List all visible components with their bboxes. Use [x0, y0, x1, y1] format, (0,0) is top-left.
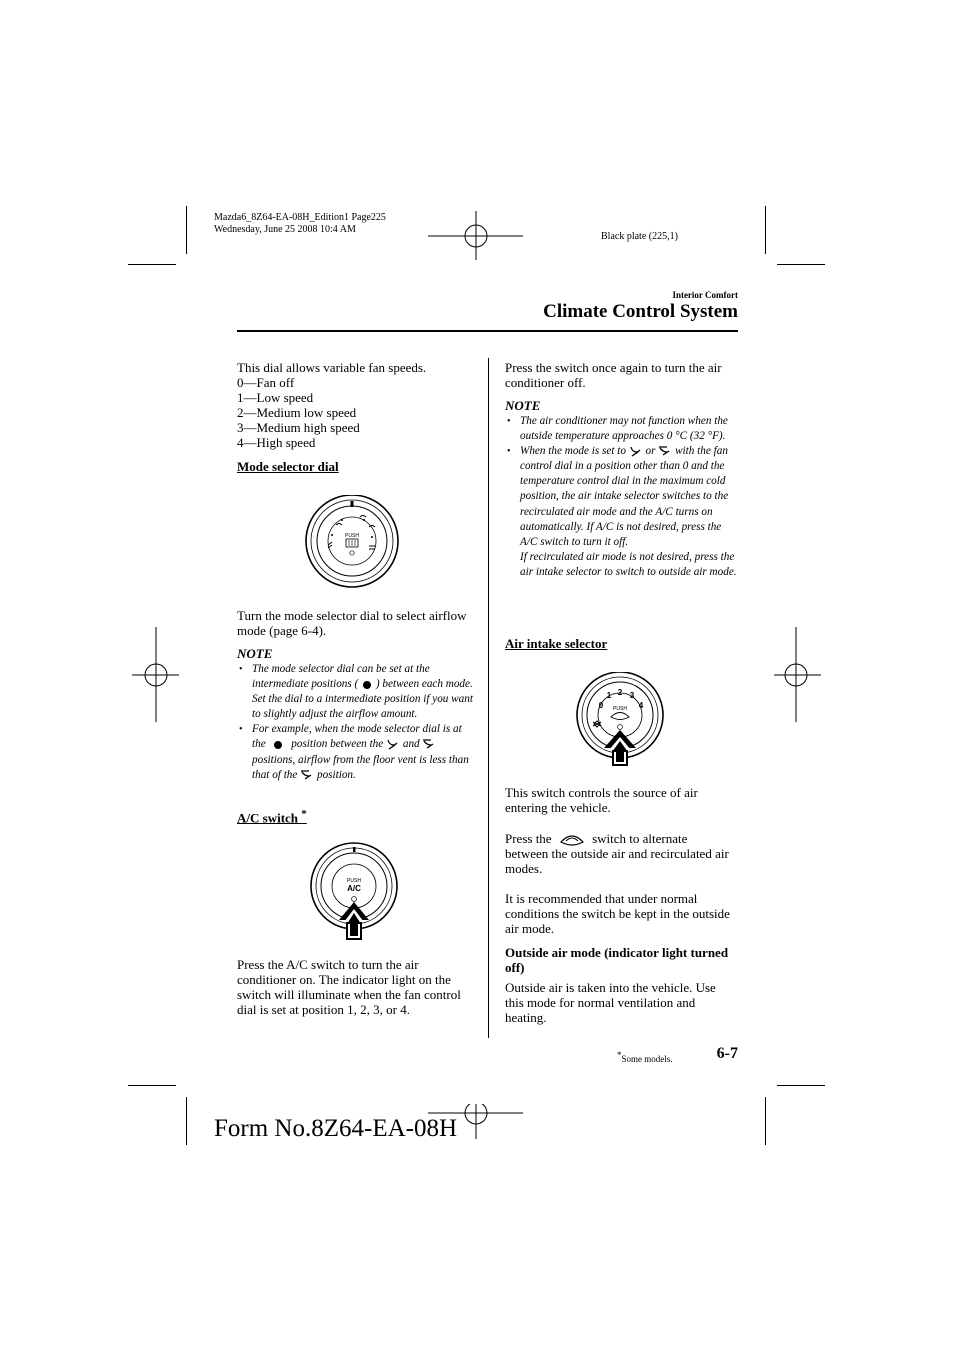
registration-mark-right — [774, 627, 822, 723]
floor-windshield-mode-icon — [658, 446, 672, 457]
ac-push-label: PUSH — [347, 878, 361, 884]
right-note2-c: with the fan control dial in a position other than 0 and the temperature control dial in the maximum cold position, the air intake selector switches to the recirculated air mode and the A/C turns on automatically. If A/C is not desired, press the A/C switch to turn it off. — [520, 445, 729, 548]
column-divider — [488, 358, 489, 1038]
intake-push-label: PUSH — [613, 706, 627, 712]
floor-windshield-mode-icon — [422, 739, 436, 750]
dot-icon — [363, 681, 371, 689]
registration-mark-left — [132, 627, 180, 723]
left-note-list — [237, 662, 473, 783]
title-rule — [237, 330, 738, 332]
mode-selector-dial-illustration — [302, 495, 402, 591]
fan-speed-intro — [237, 360, 477, 450]
print-info-line2: Wednesday, June 25 2008 10:4 AM — [214, 224, 356, 235]
floor-mode-icon — [386, 739, 400, 750]
registration-mark-top — [428, 210, 524, 260]
mode-dial-push-label: PUSH — [345, 533, 359, 539]
ac-switch-heading — [237, 808, 307, 826]
fan-number-1: 1 — [606, 691, 612, 700]
speed-3: 3—Medium high speed — [237, 420, 360, 435]
left-note2-a: For example, when the mode selector dial is at the — [252, 723, 462, 751]
dot-icon — [274, 741, 282, 749]
footer-star: * — [617, 1050, 622, 1060]
left-note-label: NOTE — [237, 646, 273, 661]
left-note-item-2 — [237, 722, 473, 782]
left-note1-text-b: ) between each mode. Set the dial to a intermediate position if you want to slightly adjust the airflow amount. — [252, 678, 473, 721]
page-title: Climate Control System — [543, 301, 738, 322]
intake-text-2b: switch to alternate between the outside air and recirculated air modes. — [505, 831, 729, 877]
form-number: Form No.8Z64-EA-08H — [214, 1115, 458, 1142]
some-models-note — [617, 1050, 673, 1064]
floor-mode-icon — [629, 446, 643, 457]
right-note-item-2 — [505, 444, 739, 580]
fan-number-2: 2 — [617, 688, 623, 697]
intake-text-3: It is recommended that under normal conditions the switch be kept in the outside air mode. — [505, 891, 730, 936]
right-note2-d: If recirculated air mode is not desired, press the air intake selector to switch to outside air mode. — [520, 550, 737, 578]
recirculated-air-icon — [559, 834, 585, 846]
left-note2-c: and — [402, 738, 420, 751]
section-label: Interior Comfort — [672, 290, 738, 300]
mode-selector-text: Turn the mode selector dial to select airflow mode (page 6-4). — [237, 608, 467, 638]
ac-switch-star: * — [301, 808, 307, 820]
air-intake-selector-illustration — [574, 672, 668, 768]
left-note-item-1 — [237, 662, 473, 722]
speed-4: 4—High speed — [237, 435, 316, 450]
outside-air-heading: Outside air mode (indicator light turned off) — [505, 945, 729, 975]
air-intake-heading: Air intake selector — [505, 636, 608, 651]
left-note2-e: position. — [316, 768, 356, 781]
fan-number-3: 3 — [629, 691, 635, 700]
plate-label: Black plate (225,1) — [601, 231, 678, 242]
left-note1-text: The mode selector dial can be set at the intermediate positions ( — [252, 663, 430, 691]
right-note-list — [505, 414, 739, 580]
right-note-label: NOTE — [505, 398, 541, 413]
right-note2-a: When the mode is set to — [520, 445, 626, 458]
speed-0: 0—Fan off — [237, 375, 295, 390]
outside-air-text: Outside air is taken into the vehicle. Use this mode for normal ventilation and heating. — [505, 980, 716, 1025]
intake-text-2a: Press the — [505, 831, 552, 846]
ac-label: A/C — [347, 884, 361, 893]
intro-text: This dial allows variable fan speeds. — [237, 360, 427, 375]
intake-text-1: This switch controls the source of air entering the vehicle. — [505, 785, 698, 815]
print-info-line1: Mazda6_8Z64-EA-08H_Edition1 Page225 — [214, 212, 386, 223]
ac-switch-heading-text: A/C switch — [237, 810, 299, 826]
left-note2-d: positions, airflow from the floor vent is less than that of the — [252, 753, 469, 781]
fan-number-4: 4 — [638, 701, 644, 710]
ac-switch-illustration — [308, 842, 400, 942]
ac-off-text: Press the switch once again to turn the air conditioner off. — [505, 360, 722, 390]
speed-1: 1—Low speed — [237, 390, 314, 405]
print-info — [214, 212, 386, 236]
right-note1-text: The air conditioner may not function when the outside temperature approaches 0 °C (32 °F). — [520, 415, 728, 443]
fan-number-0: 0 — [598, 701, 604, 710]
page-number: 6-7 — [716, 1045, 738, 1062]
right-note2-b: or — [645, 445, 656, 458]
floor-windshield-mode-icon — [300, 770, 314, 781]
intake-text-2 — [505, 831, 733, 876]
left-note2-b: position between the — [291, 738, 384, 751]
mode-selector-heading: Mode selector dial — [237, 459, 339, 474]
some-models-text: Some models. — [621, 1054, 673, 1064]
right-note-item-1 — [505, 414, 739, 444]
ac-switch-text: Press the A/C switch to turn the air conditioner on. The indicator light on the switch will illuminate when the fan control dial is set at position 1, 2, 3, or 4. — [237, 957, 461, 1017]
speed-2: 2—Medium low speed — [237, 405, 357, 420]
